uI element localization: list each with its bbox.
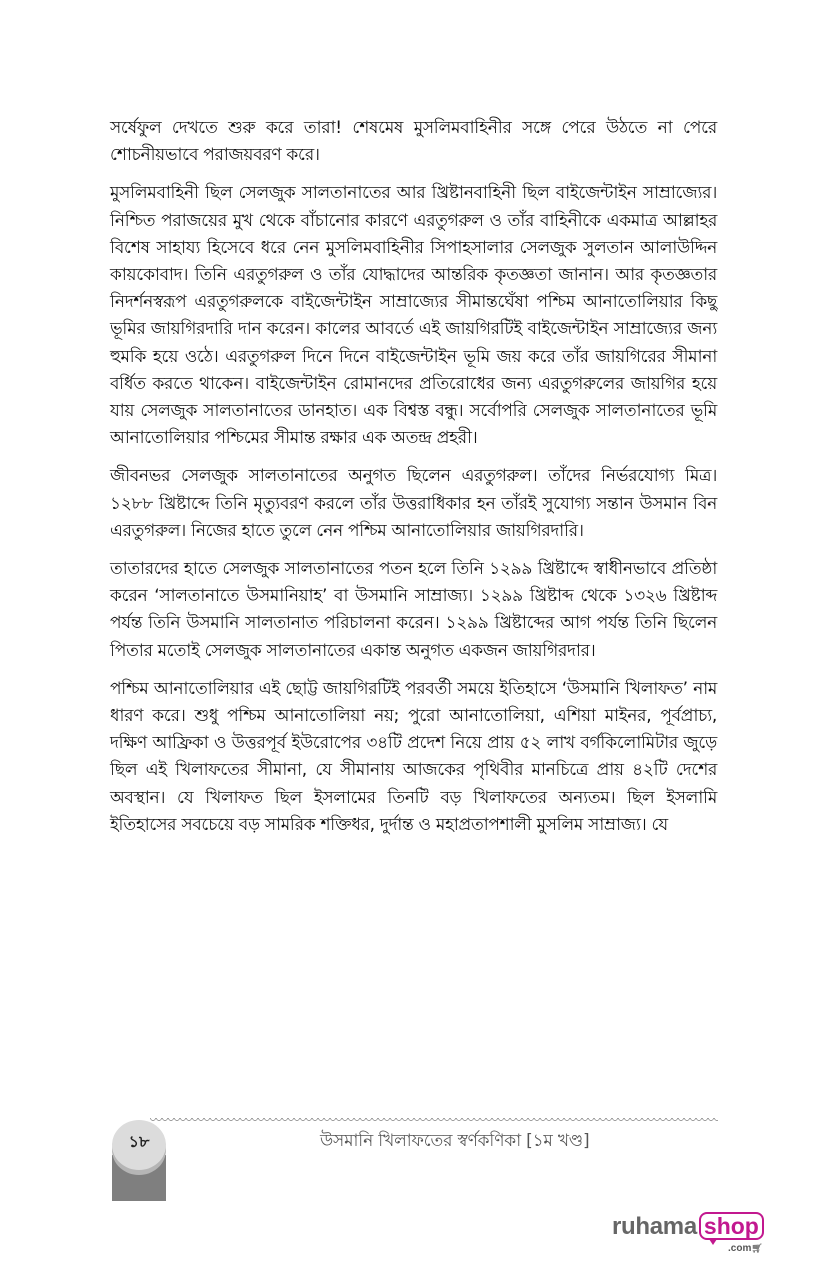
logo-text-ruhama: ruhama: [612, 1213, 697, 1240]
paragraph: জীবনভর সেলজুক সালতানাতের অনুগত ছিলেন এরতুগরুল। তাঁদের নির্ভরযোগ্য মিত্র। ১২৮৮ খ্রিষ্টাব্দে তিনি মৃত্যুবরণ করলে তাঁর উত্তরাধিকার হন তাঁরই সুযোগ্য সন্তান উসমান বিন এরতুগরুল। নিজের হাতে তুলে নেন পশ্চিম আনাতোলিয়ার জায়গিরদারি।: [110, 466, 717, 541]
page-number-badge: [112, 1120, 166, 1170]
running-footer-title: উসমানি খিলাফতের স্বর্ণকণিকা [১ম খণ্ড]: [320, 1131, 590, 1151]
logo-text-shop: shop: [699, 1212, 764, 1240]
paragraph: পশ্চিম আনাতোলিয়ার এই ছোট্ট জায়গিরটিই পরবর্তী সময়ে ইতিহাসে ‘উসমানি খিলাফত’ নাম ধারণ করে। শুধু পশ্চিম আনাতোলিয়া নয়; পুরো আনাতোলিয়া, এশিয়া মাইনর, পূর্বপ্রাচ্য, দক্ষিণ আফ্রিকা ও উত্তরপূর্ব ইউরোপের ৩৪টি প্রদেশ নিয়ে প্রায় ৫২ লাখ বর্গকিলোমিটার জুড়ে ছিল এই খিলাফতের সীমানা, যে সীমানায় আজকের পৃথিবীর মানচিত্রে প্রায় ৪২টি দেশের অবস্থান। যে খিলাফত ছিল ইসলামের তিনটি বড় খিলাফতের অন্যতম। ছিল ইসলামি ইতিহাসের সবচেয়ে বড় সামরিক শক্তিধর, দুর্দান্ত ও মহাপ্রতাপশালী মুসলিম সাম্রাজ্য। যে: [110, 678, 717, 835]
page-number: ১৮: [128, 1131, 150, 1151]
logo-domain-text: .com: [728, 1243, 752, 1254]
paragraph: মুসলিমবাহিনী ছিল সেলজুক সালতানাতের আর খ্রিষ্টানবাহিনী ছিল বাইজেন্টাইন সাম্রাজ্যের। নিশ্চিত পরাজয়ের মুখ থেকে বাঁচানোর কারণে এরতুগরুল ও তাঁর বাহিনীকে একমাত্র আল্লাহর বিশেষ সাহায্য হিসেবে ধরে নেন মুসলিমবাহিনীর সিপাহসালার সেলজুক সুলতান আলাউদ্দিন কায়কোবাদ। তিনি এরতুগরুল ও তাঁর যোদ্ধাদের আন্তরিক কৃতজ্ঞতা জানান। আর কৃতজ্ঞতার নিদর্শনস্বরূপ এরতুগরুলকে বাইজেন্টাইন সাম্রাজ্যের সীমান্তঘেঁষা পশ্চিম আনাতোলিয়ার কিছু ভূমির জায়গিরদারি দান করেন। কালের আবর্তে এই জায়গিরটিই বাইজেন্টাইন সাম্রাজ্যের জন্য হুমকি হয়ে ওঠে। এরতুগরুল দিনে দিনে বাইজেন্টাইন ভূমি জয় করে তাঁর জায়গিরের সীমানা বর্ধিত করতে থাকেন। বাইজেন্টাইন রোমানদের প্রতিরোধের জন্য এরতুগরুলের জায়গির হয়ে যায় সেলজুক সালতানাতের ডানহাত। এক বিশ্বস্ত বন্ধু। সর্বোপরি সেলজুক সালতানাতের ভূমি আনাতোলিয়ার পশ্চিমের সীমান্ত রক্ষার এক অতন্দ্র প্রহরী।: [110, 183, 717, 449]
cart-icon: 🛒︎: [751, 1243, 763, 1253]
logo-domain: [728, 1243, 763, 1254]
watermark-logo: [612, 1212, 764, 1252]
paragraph: সর্ষেফুল দেখতে শুরু করে তারা! শেষমেষ মুসলিমবাহিনীর সঙ্গে পেরে উঠতে না পেরে শোচনীয়ভাবে পরাজয়বরণ করে।: [110, 118, 717, 166]
page-body: [110, 115, 717, 850]
paragraph: তাতারদের হাতে সেলজুক সালতানাতের পতন হলে তিনি ১২৯৯ খ্রিষ্টাব্দে স্বাধীনভাবে প্রতিষ্ঠা করেন ‘সালতানাতে উসমানিয়াহ’ বা উসমানি সাম্রাজ্য। ১২৯৯ খ্রিষ্টাব্দ থেকে ১৩২৬ খ্রিষ্টাব্দ পর্যন্ত তিনি উসমানি সালতানাত পরিচালনা করেন। ১২৯৯ খ্রিষ্টাব্দের আগ পর্যন্ত তিনি ছিলেন পিতার মতোই সেলজুক সালতানাতের একান্ত অনুগত একজন জায়গিরদার।: [110, 559, 717, 661]
footer-divider: [150, 1118, 718, 1122]
